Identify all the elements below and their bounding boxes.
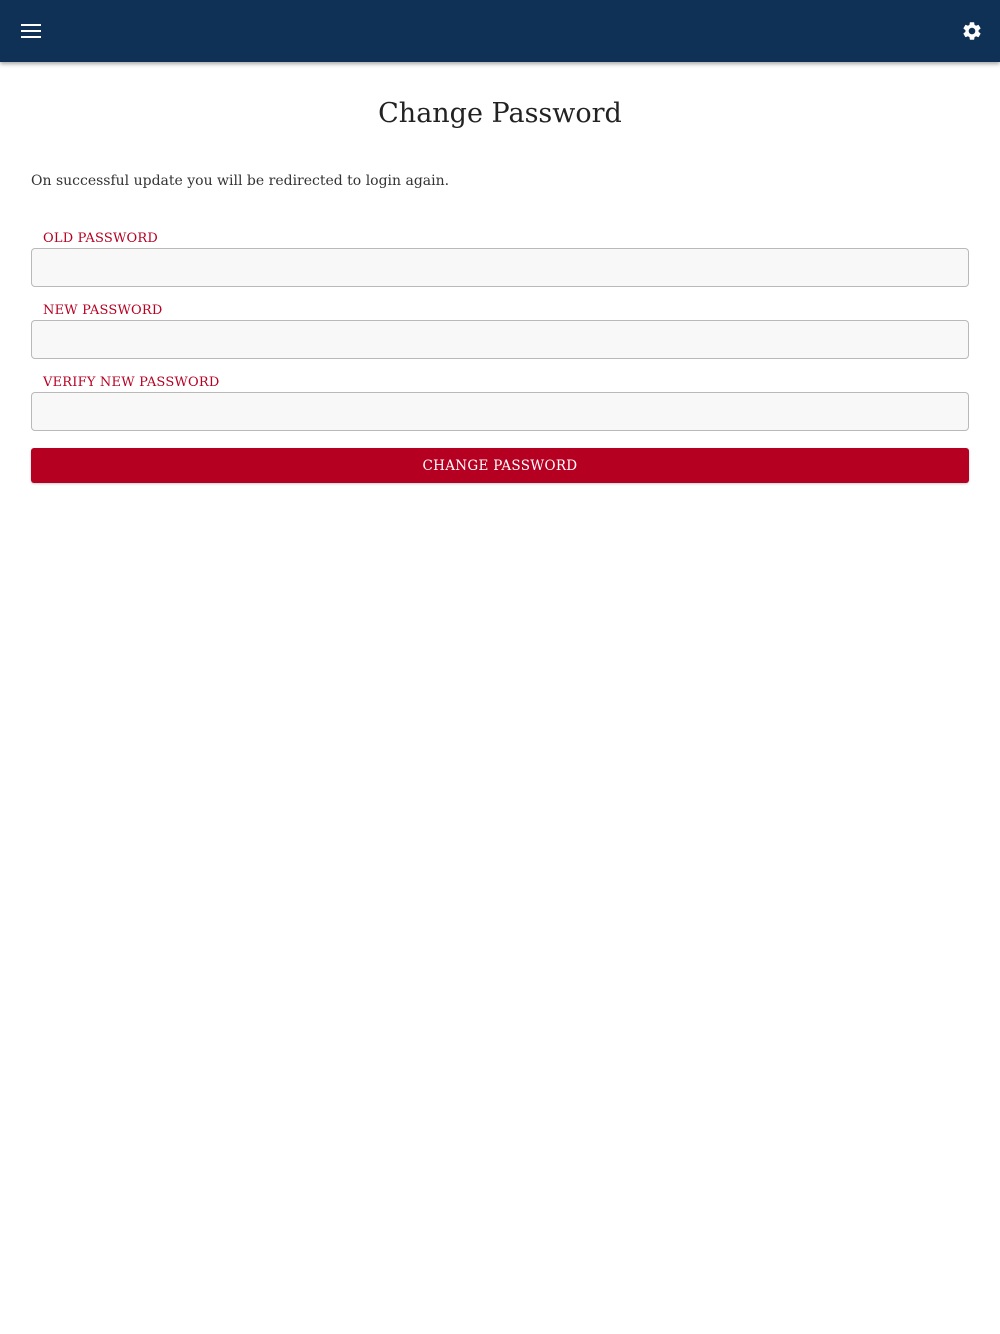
verify-password-label: VERIFY NEW PASSWORD bbox=[43, 375, 220, 390]
hamburger-menu-icon bbox=[21, 24, 41, 38]
new-password-input[interactable] bbox=[31, 320, 969, 359]
old-password-input[interactable] bbox=[31, 248, 969, 287]
new-password-label: NEW PASSWORD bbox=[43, 303, 163, 318]
redirect-notice: On successful update you will be redirected to login again. bbox=[31, 173, 450, 189]
gear-icon bbox=[961, 20, 983, 42]
old-password-label: OLD PASSWORD bbox=[43, 231, 159, 246]
verify-password-input[interactable] bbox=[31, 392, 969, 431]
page-title: Change Password bbox=[378, 98, 622, 129]
settings-button[interactable] bbox=[958, 17, 986, 45]
new-password-group bbox=[31, 302, 969, 359]
change-password-button[interactable]: CHANGE PASSWORD bbox=[31, 448, 969, 483]
menu-button[interactable] bbox=[17, 17, 45, 45]
top-app-bar bbox=[0, 0, 1000, 62]
change-password-form bbox=[31, 230, 969, 483]
verify-password-group bbox=[31, 374, 969, 431]
old-password-group bbox=[31, 230, 969, 287]
main-content bbox=[0, 96, 1000, 483]
